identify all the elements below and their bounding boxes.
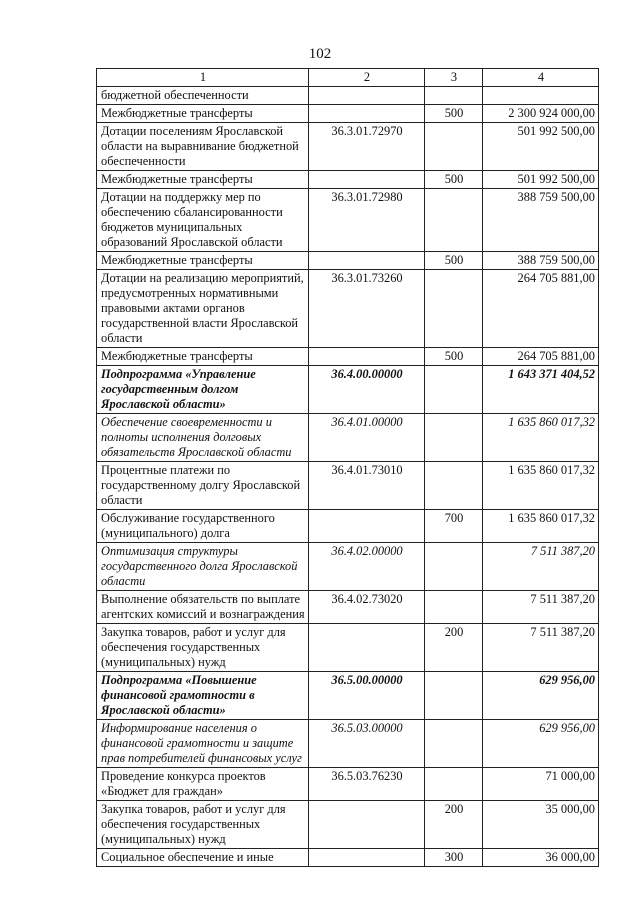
header-col-4: 4 — [483, 69, 599, 87]
row-name-cell: Дотации поселениям Ярославской области на выравнивание бюджетной обеспеченности — [97, 123, 309, 171]
table-row — [97, 768, 599, 801]
row-code-cell — [309, 624, 425, 672]
row-amount-cell: 264 705 881,00 — [483, 348, 599, 366]
table-row — [97, 87, 599, 105]
row-code-cell — [309, 801, 425, 849]
row-code-cell — [309, 105, 425, 123]
row-name-cell: Межбюджетные трансферты — [97, 105, 309, 123]
row-code-cell — [309, 348, 425, 366]
row-amount-cell: 388 759 500,00 — [483, 252, 599, 270]
table-row — [97, 624, 599, 672]
row-name-cell: бюджетной обеспеченности — [97, 87, 309, 105]
row-amount-cell: 264 705 881,00 — [483, 270, 599, 348]
row-amount-cell: 71 000,00 — [483, 768, 599, 801]
row-type-cell: 200 — [425, 624, 483, 672]
row-type-cell — [425, 672, 483, 720]
row-name-cell: Межбюджетные трансферты — [97, 252, 309, 270]
row-amount-cell: 1 635 860 017,32 — [483, 414, 599, 462]
row-amount-cell — [483, 87, 599, 105]
row-type-cell — [425, 366, 483, 414]
row-type-cell — [425, 462, 483, 510]
row-amount-cell: 388 759 500,00 — [483, 189, 599, 252]
table-row — [97, 672, 599, 720]
row-type-cell: 500 — [425, 348, 483, 366]
header-row — [97, 69, 599, 87]
header-col-3: 3 — [425, 69, 483, 87]
row-amount-cell: 1 635 860 017,32 — [483, 462, 599, 510]
row-type-cell: 700 — [425, 510, 483, 543]
budget-table — [96, 68, 599, 867]
row-type-cell: 500 — [425, 252, 483, 270]
table-row — [97, 348, 599, 366]
row-amount-cell: 1 643 371 404,52 — [483, 366, 599, 414]
table-row — [97, 510, 599, 543]
table-row — [97, 543, 599, 591]
row-code-cell: 36.3.01.72970 — [309, 123, 425, 171]
row-type-cell — [425, 189, 483, 252]
table-row — [97, 849, 599, 867]
table-row — [97, 252, 599, 270]
row-type-cell: 300 — [425, 849, 483, 867]
row-code-cell: 36.4.02.73020 — [309, 591, 425, 624]
row-type-cell — [425, 720, 483, 768]
row-name-cell: Процентные платежи по государственному долгу Ярославской области — [97, 462, 309, 510]
row-name-cell: Подпрограмма «Повышение финансовой грамотности в Ярославской области» — [97, 672, 309, 720]
row-amount-cell: 2 300 924 000,00 — [483, 105, 599, 123]
row-code-cell: 36.5.03.76230 — [309, 768, 425, 801]
row-name-cell: Дотации на поддержку мер по обеспечению сбалансированности бюджетов муниципальных образований Ярославской области — [97, 189, 309, 252]
table-row — [97, 591, 599, 624]
row-type-cell: 500 — [425, 171, 483, 189]
header-col-2: 2 — [309, 69, 425, 87]
row-type-cell — [425, 414, 483, 462]
row-name-cell: Выполнение обязательств по выплате агентских комиссий и вознаграждения — [97, 591, 309, 624]
header-col-1: 1 — [97, 69, 309, 87]
row-amount-cell: 35 000,00 — [483, 801, 599, 849]
table-row — [97, 414, 599, 462]
row-code-cell: 36.4.02.00000 — [309, 543, 425, 591]
row-type-cell — [425, 543, 483, 591]
table-row — [97, 720, 599, 768]
row-amount-cell: 36 000,00 — [483, 849, 599, 867]
row-amount-cell: 501 992 500,00 — [483, 171, 599, 189]
row-amount-cell: 1 635 860 017,32 — [483, 510, 599, 543]
row-amount-cell: 7 511 387,20 — [483, 624, 599, 672]
row-amount-cell: 501 992 500,00 — [483, 123, 599, 171]
row-code-cell: 36.4.01.73010 — [309, 462, 425, 510]
row-name-cell: Обслуживание государственного (муниципального) долга — [97, 510, 309, 543]
row-name-cell: Закупка товаров, работ и услуг для обеспечения государственных (муниципальных) нужд — [97, 801, 309, 849]
row-code-cell: 36.4.00.00000 — [309, 366, 425, 414]
table-row — [97, 462, 599, 510]
row-code-cell: 36.3.01.72980 — [309, 189, 425, 252]
row-code-cell: 36.5.00.00000 — [309, 672, 425, 720]
row-type-cell — [425, 270, 483, 348]
table-row — [97, 171, 599, 189]
row-code-cell — [309, 252, 425, 270]
row-code-cell: 36.3.01.73260 — [309, 270, 425, 348]
row-name-cell: Проведение конкурса проектов «Бюджет для граждан» — [97, 768, 309, 801]
row-name-cell: Оптимизация структуры государственного долга Ярославской области — [97, 543, 309, 591]
row-name-cell: Закупка товаров, работ и услуг для обеспечения государственных (муниципальных) нужд — [97, 624, 309, 672]
table-row — [97, 366, 599, 414]
row-type-cell — [425, 768, 483, 801]
row-amount-cell: 629 956,00 — [483, 672, 599, 720]
row-code-cell — [309, 171, 425, 189]
table-row — [97, 189, 599, 252]
row-code-cell: 36.4.01.00000 — [309, 414, 425, 462]
row-type-cell — [425, 591, 483, 624]
row-name-cell: Социальное обеспечение и иные — [97, 849, 309, 867]
row-code-cell — [309, 510, 425, 543]
row-code-cell: 36.5.03.00000 — [309, 720, 425, 768]
row-amount-cell: 7 511 387,20 — [483, 591, 599, 624]
table-row — [97, 270, 599, 348]
row-type-cell: 500 — [425, 105, 483, 123]
page-number: 102 — [308, 46, 332, 62]
row-amount-cell: 629 956,00 — [483, 720, 599, 768]
row-code-cell — [309, 87, 425, 105]
table-row — [97, 123, 599, 171]
row-name-cell: Подпрограмма «Управление государственным долгом Ярославской области» — [97, 366, 309, 414]
row-code-cell — [309, 849, 425, 867]
row-type-cell — [425, 123, 483, 171]
table-row — [97, 105, 599, 123]
row-name-cell: Межбюджетные трансферты — [97, 348, 309, 366]
row-type-cell — [425, 87, 483, 105]
row-name-cell: Обеспечение своевременности и полноты исполнения долговых обязательств Ярославской области — [97, 414, 309, 462]
row-name-cell: Информирование населения о финансовой грамотности и защите прав потребителей финансовых услуг — [97, 720, 309, 768]
row-type-cell: 200 — [425, 801, 483, 849]
row-name-cell: Дотации на реализацию мероприятий, предусмотренных нормативными правовыми актами органов государственной власти Ярославской области — [97, 270, 309, 348]
table-row — [97, 801, 599, 849]
row-amount-cell: 7 511 387,20 — [483, 543, 599, 591]
row-name-cell: Межбюджетные трансферты — [97, 171, 309, 189]
